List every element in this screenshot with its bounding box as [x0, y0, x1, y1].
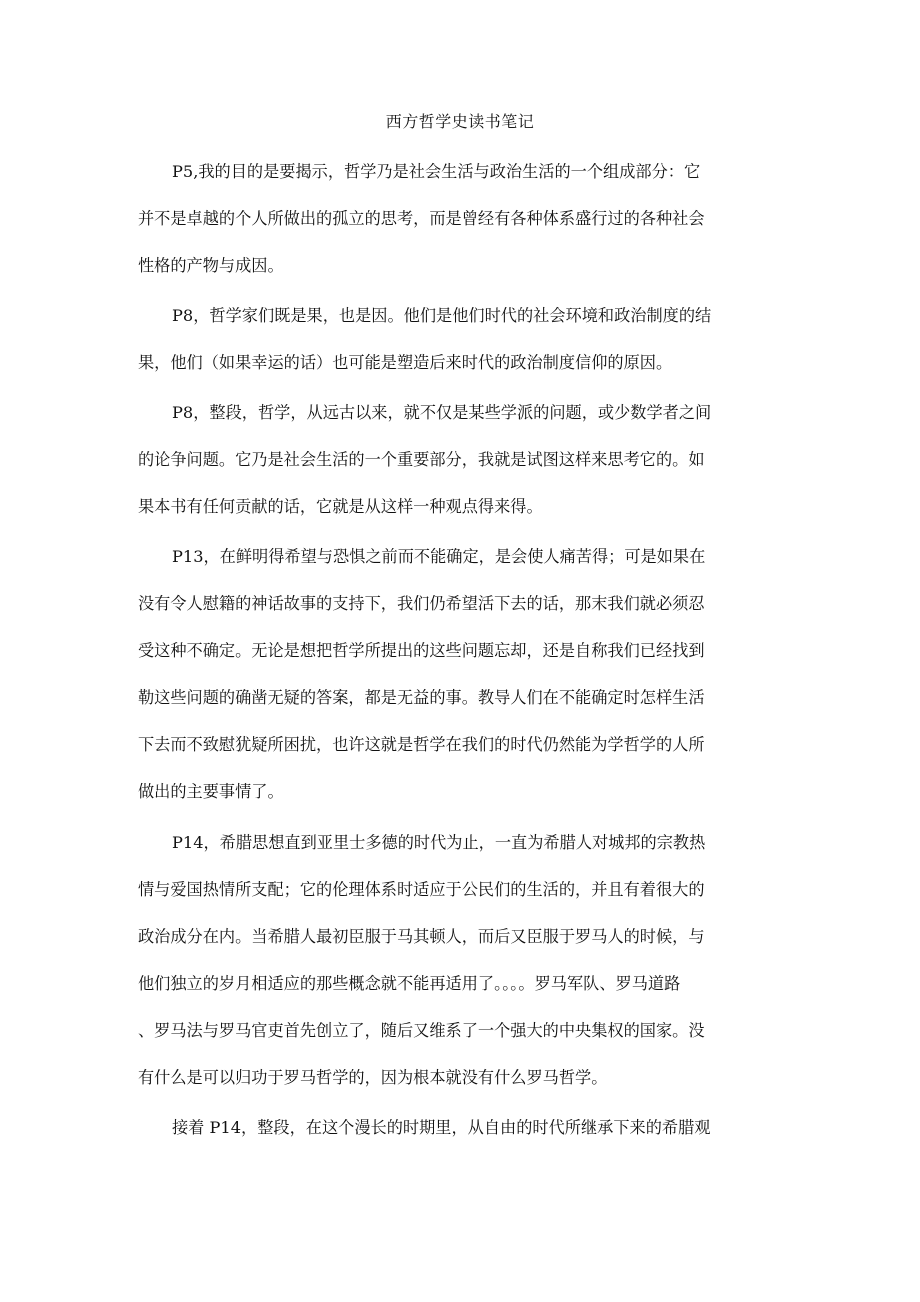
text-line: 情与爱国热情所支配；它的伦理体系时适应于公民们的生活的，并且有着很大的: [138, 880, 705, 899]
text-line: 他们独立的岁月相适应的那些概念就不能再适用了。。。。罗马军队、罗马道路: [138, 974, 681, 993]
text-line: 接着 P14，整段，在这个漫长的时期里，从自由的时代所继承下来的希腊观: [172, 1118, 711, 1137]
text-line: 的论争问题。它乃是社会生活的一个重要部分，我就是试图这样来思考它的。如: [138, 450, 705, 469]
text-line: P13，在鲜明得希望与恐惧之前而不能确定，是会使人痛苦得；可是如果在: [172, 547, 706, 566]
text-line: 做出的主要事情了。: [138, 782, 284, 801]
text-line: 并不是卓越的个人所做出的孤立的思考，而是曾经有各种体系盛行过的各种社会: [138, 209, 705, 228]
text-line: 政治成分在内。当希腊人最初臣服于马其顿人，而后又臣服于罗马人的时候，与: [138, 927, 705, 946]
text-line: 勒这些问题的确凿无疑的答案，都是无益的事。教导人们在不能确定时怎样生活: [138, 688, 705, 707]
document-title: 西方哲学史读书笔记: [385, 112, 535, 131]
text-line: 果，他们（如果幸运的话）也可能是塑造后来时代的政治制度信仰的原因。: [138, 353, 673, 372]
text-line: 果本书有任何贡献的话，它就是从这样一种观点得来得。: [138, 497, 543, 516]
text-line: 有什么是可以归功于罗马哲学的，因为根本就没有什么罗马哲学。: [138, 1068, 608, 1087]
text-line: P5,我的目的是要揭示，哲学乃是社会生活与政治生活的一个组成部分：它: [172, 162, 701, 181]
text-line: P8，哲学家们既是果，也是因。他们是他们时代的社会环境和政治制度的结: [172, 306, 712, 325]
text-line: 没有令人慰籍的神话故事的支持下，我们仍希望活下去的话，那末我们就必须忍: [138, 594, 705, 613]
text-line: P8，整段，哲学，从远古以来，就不仅是某些学派的问题，或少数学者之间: [172, 403, 712, 422]
text-line: 性格的产物与成因。: [138, 256, 284, 275]
text-line: 受这种不确定。无论是想把哲学所提出的这些问题忘却，还是自称我们已经找到: [138, 641, 705, 660]
text-line: 、罗马法与罗马官吏首先创立了，随后又维系了一个强大的中央集权的国家。没: [138, 1021, 705, 1040]
text-line: P14，希腊思想直到亚里士多德的时代为止，一直为希腊人对城邦的宗教热: [172, 833, 706, 852]
text-line: 下去而不致慰犹疑所困扰，也许这就是哲学在我们的时代仍然能为学哲学的人所: [138, 735, 705, 754]
